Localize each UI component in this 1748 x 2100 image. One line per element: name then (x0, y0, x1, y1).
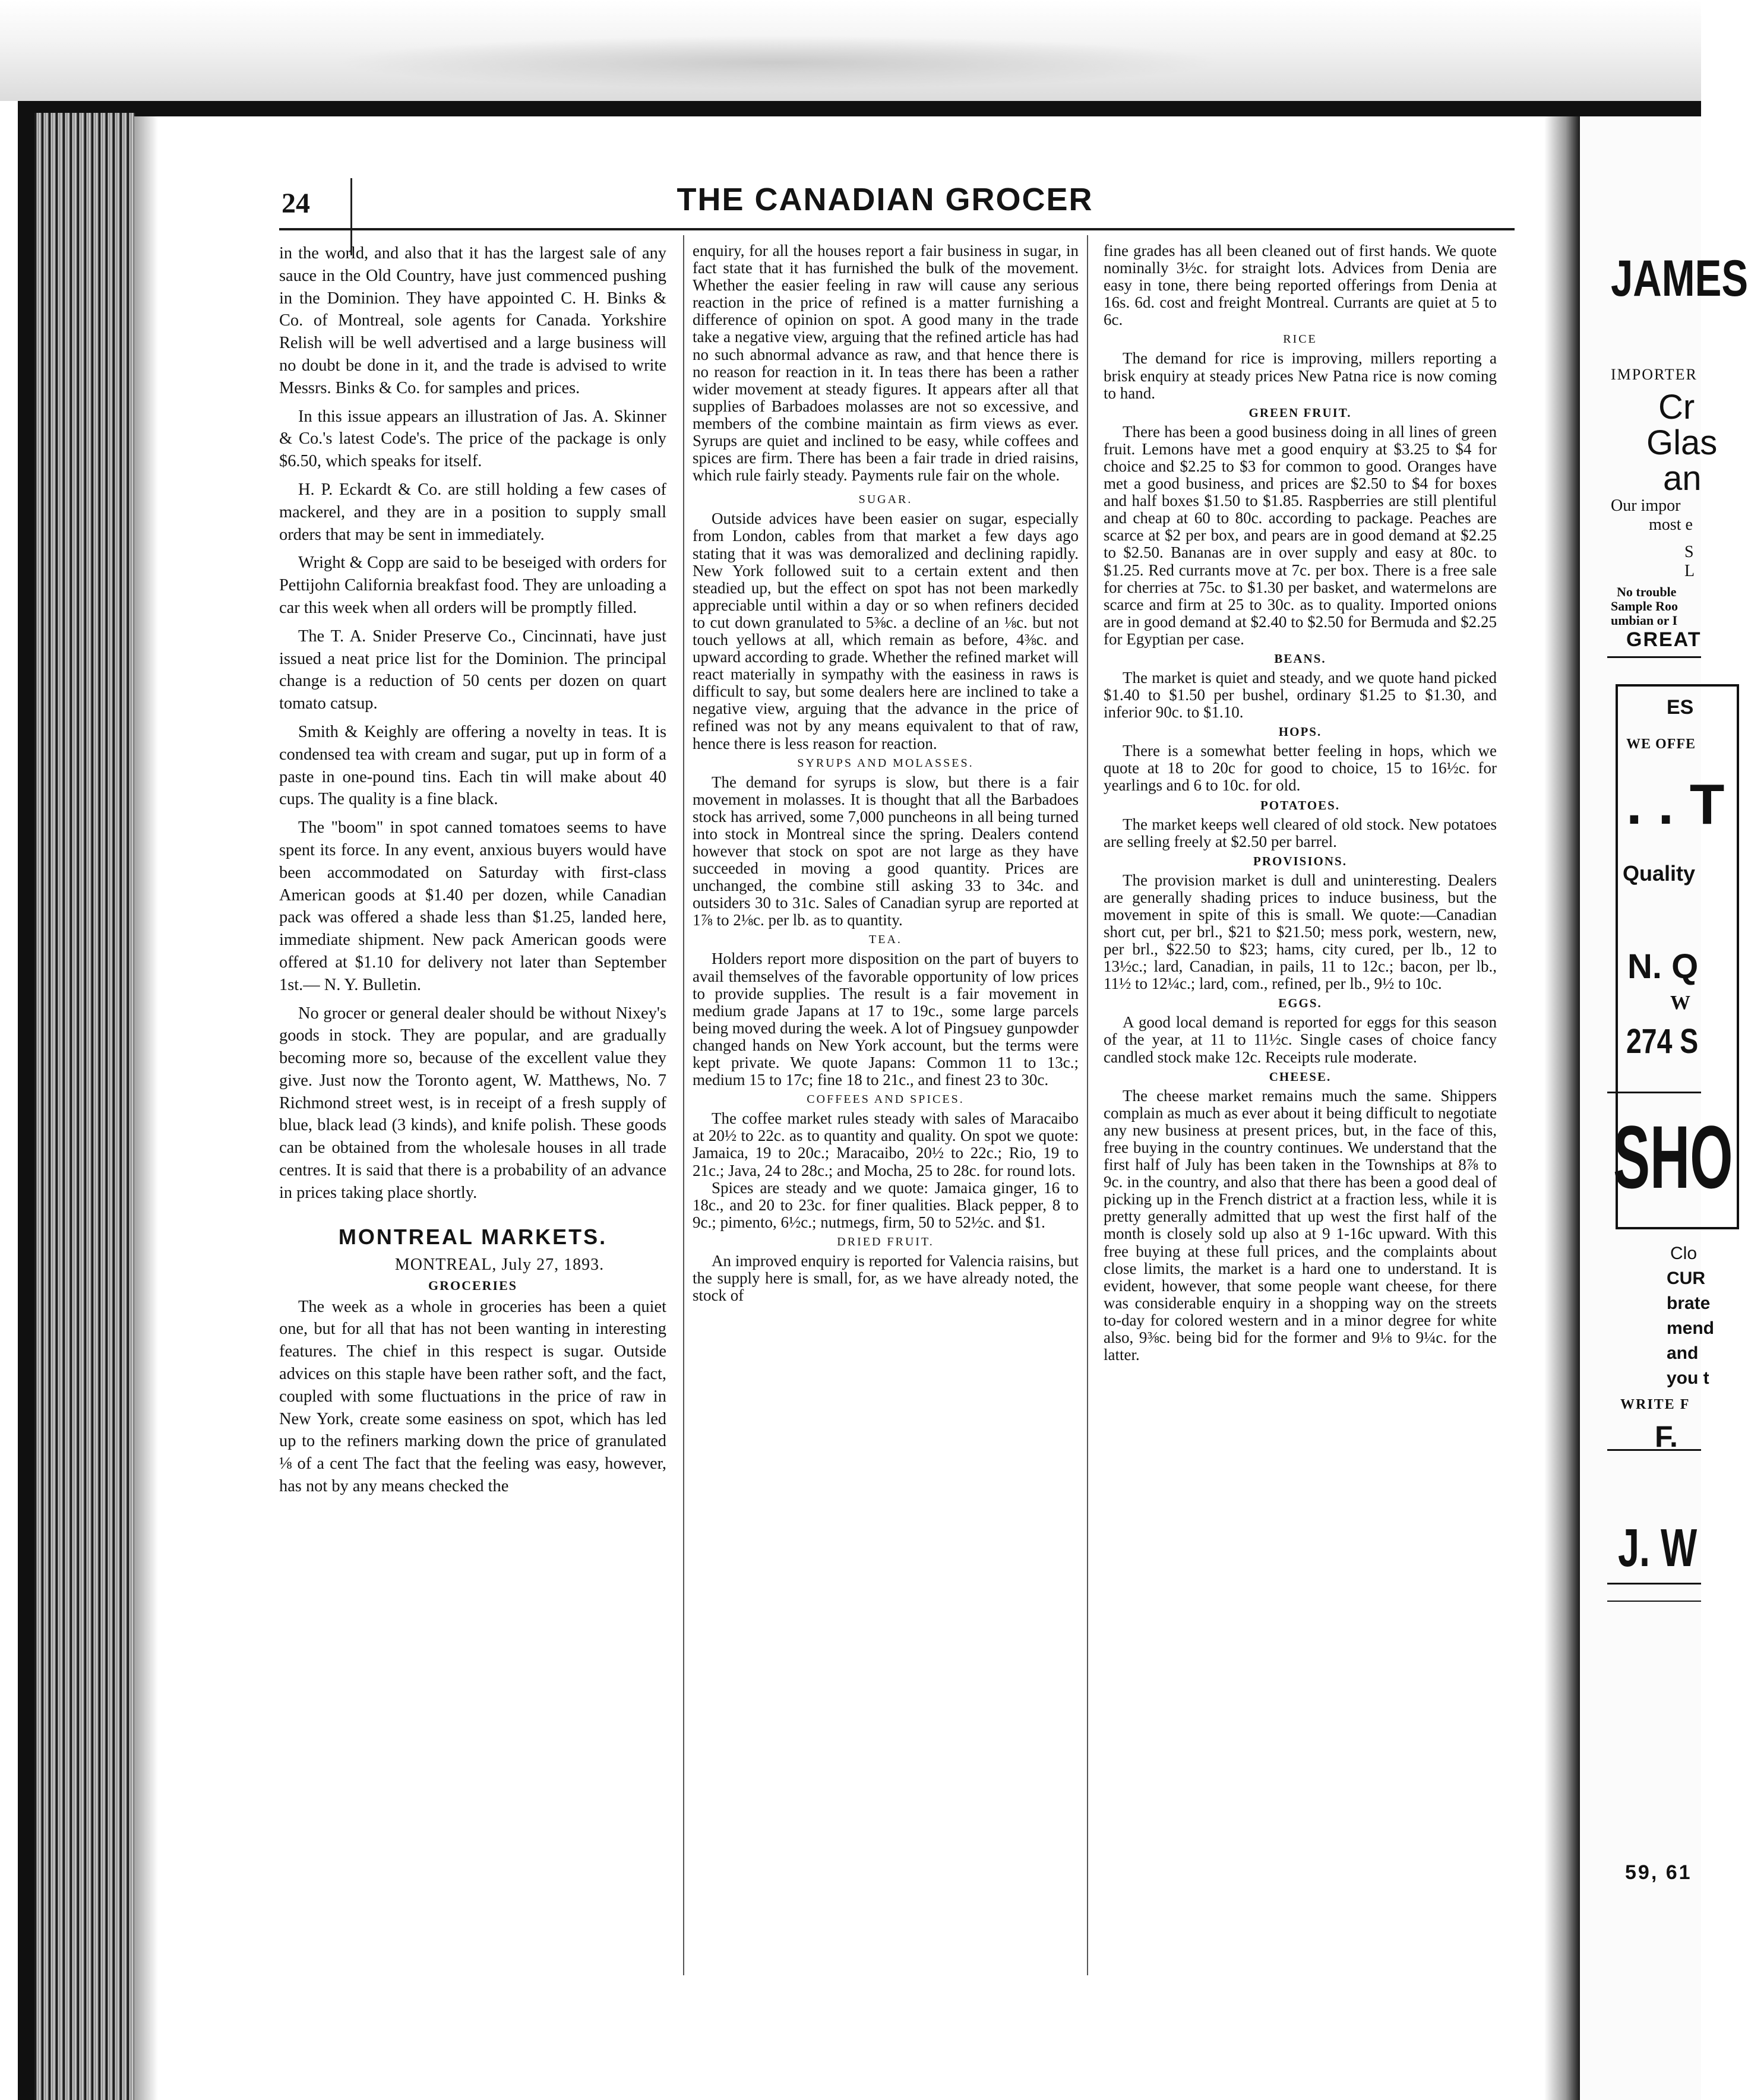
paragraph: An improved enquiry is reported for Valencia raisins, but the supply here is small, for, as we have already noted, the stock of (693, 1251, 1079, 1305)
next-page-fragment: N. Q (1627, 947, 1699, 986)
page-edges (34, 113, 135, 2100)
paragraph: The coffee market rules steady with sales of Maracaibo at 20½ to 22c. as to quantity and quality. On spot we quote: Jamaica, 19 to 20c.; Maracaibo, 20½ to 22c.; Rio, 19 to 21c.; Java, 24 to 28c.; and Mocha, 25 to 28c. for round lots. (693, 1109, 1079, 1179)
paragraph: The provision market is dull and uninteresting. Dealers are generally shading prices to induce business, but the movement in spite of this is small. We quote:—Canadian short cut, per brl., $21 to $21.50; mess pork, western, new, per brl., $22.50 to $23; hams, city cured, per lb., 12 to 13½c.; lard, Canadian, in pails, 11 to 12c.; bacon, per lb., 11½ to 12¼c.; lard, com., refined, per lb., 9½ to 10c. (1104, 871, 1497, 993)
next-page-fragment: CUR (1667, 1269, 1705, 1288)
paragraph: Spices are steady and we quote: Jamaica ginger, 16 to 18c., and 20 to 23c. for finer qualities. Black pepper, 8 to 9c.; pimento, 6½c.; nutmegs, firm, 50 to 52½c. and $1. (693, 1178, 1079, 1231)
next-page-fragment: Sample Roo (1611, 599, 1679, 613)
next-page-fragment: J. W (1618, 1519, 1698, 1578)
next-page-fragment: WRITE F (1620, 1397, 1690, 1412)
column-rule (1087, 235, 1088, 1975)
section-heading: PROVISIONS. (1253, 853, 1347, 868)
paragraph: The demand for syrups is slow, but there is a fair movement in molasses. It is thought that all the Barbadoes stock has arrived, some 7,000 puncheons in all being turned into stock in Montreal since the spring. Dealers contend however that stock on spot are not large as they have succeeded in moving a good quantity. Prices are unchanged, the combine still asking 33 to 34c. and outsiders 30 to 31c. Sales of Canadian syrup are reported at 1⅞ to 2⅛c. per lb. as to quantity. (693, 773, 1079, 929)
paragraph: There has been a good business doing in all lines of green fruit. Lemons have met a good enquiry at $3.25 to $4 for choice and $2.25 to $3 for common to good. Oranges have met a good business, and prices are $2.50 to $4 for boxes and half boxes $1.50 to $1.85. Raspberries are still plentiful and cheap at 60 to 80c. according to package. Peaches are scarce at $2 per box, and pears are in good demand at $2.25 to $2.50. Bananas are in over supply and easy at 80c. to $1.25. Red currants move at 7c. per box. There is a free sale for cherries at 75c. to $1.30 per basket, and watermelons are scarce and firm at 25 to 30c. as to quality. Imported onions are in good demand at $2.40 to $2.50 for Bermuda and $2.25 for Egyptian per case. (1104, 422, 1497, 648)
section-heading: SYRUPS AND MOLASSES. (797, 756, 974, 770)
column-rule (683, 235, 684, 1975)
running-head: THE CANADIAN GROCER (677, 182, 1093, 217)
section-heading: SUGAR. (858, 493, 913, 507)
paragraph: The T. A. Snider Preserve Co., Cincinnati, have just issued a neat price list for the Dominion. The principal change is a reduction of 50 cents per dozen on quart tomato catsup. (279, 627, 666, 713)
next-page-fragment: ES (1667, 696, 1694, 719)
next-page-fragment: mend (1667, 1318, 1715, 1338)
page-shadow (134, 116, 158, 2100)
next-page-fragment: IMPORTER (1611, 366, 1698, 383)
column-3 (1104, 242, 1497, 1988)
next-page-rule (1607, 656, 1701, 658)
next-page-fragment: 59, 61 (1625, 1861, 1692, 1884)
next-page-fragment: Our impor (1611, 496, 1681, 515)
header-rule (279, 228, 1515, 230)
next-page-rule (1607, 1601, 1701, 1602)
paragraph: Outside advices have been easier on sugar, especially from London, cables from that market a few days ago stating that it was was demoralized and declining rapidly. New York followed suit to a certain extent and then steadied up, but the effect on spot has not been markedly appreciable until within a day or so when refiners decided to cut down granulated to 5⅜c. a decline of an ⅛c. but not touch yellows at all, which remain as before, 4⅜c. and upward according to grade. Whether the refined market will react materially in sympathy with the easiness in raws is difficult to say, but some dealers here are inclined to take a negative view, arguing that the advance in the price of refined was not by any means equivalent to that of raw, hence there is less reason for reaction. (693, 510, 1079, 752)
next-page-fragment: No trouble (1617, 584, 1677, 599)
paragraph: Smith & Keighly are offering a novelty in teas. It is condensed tea with cream and sugar, put up in form of a paste in one-pound tins. Each tin will make about 40 cups. The quality is a fine black. (279, 722, 666, 809)
paragraph: Wright & Copp are said to be beseiged with orders for Pettijohn California breakfast food. They are unloading a car this week when all orders will be promptly filled. (279, 554, 666, 617)
next-page-fragment: Cr (1658, 388, 1695, 426)
section-heading: CHEESE. (1269, 1069, 1332, 1084)
paragraph: The market keeps well cleared of old stock. New potatoes are selling freely at $2.50 per barrel. (1104, 815, 1497, 850)
column-2 (693, 242, 1079, 1988)
paragraph: The "boom" in spot canned tomatoes seems to have spent its force. In any event, anxious buyers would have been accommodated on Saturday with first-class American goods at $1.40 per dozen, while Canadian pack was offered a shade less than $1.25, landed here, immediate shipment. New pack American goods were offered at $1.10 for delivery not later than September 1st.— N. Y. Bulletin. (279, 818, 666, 994)
section-heading: POTATOES. (1260, 798, 1341, 812)
next-page-rule (1607, 1092, 1701, 1093)
page-number: 24 (282, 188, 310, 219)
next-page-fragment: you t (1667, 1368, 1709, 1388)
paragraph: The demand for rice is improving, millers reporting a brisk enquiry at steady prices New Patna rice is now coming to hand. (1104, 349, 1497, 402)
next-page-fragment: umbian or I (1611, 613, 1678, 628)
paragraph: fine grades has all been cleaned out of first hands. We quote nominally 3½c. for straight lots. Advices from Denia are easy in tone, there being reported offerings from Denia at 16s. 6d. cost and freight Montreal. Currants are quiet at 5 to 6c. (1104, 242, 1497, 329)
paragraph: Holders report more disposition on the part of buyers to avail themselves of the favorable opportunity of low prices to provide supplies. The result is a fair movement in medium grade Japans at 17 to 19c., some large parcels being moved during the week. A lot of Pingsuey gunpowder changed hands on New York account, but the terms were kept private. We quote Japans: Common 11 to 13c.; medium 15 to 17c; fine 18 to 21c., and finest 23 to 30c. (693, 950, 1079, 1089)
next-page-fragment: most e (1649, 515, 1693, 534)
next-page-fragment: GREAT (1626, 628, 1702, 651)
next-page-fragment: an (1663, 459, 1702, 498)
section-heading: EGGS. (1278, 996, 1322, 1011)
next-page-rule (1607, 1583, 1701, 1585)
next-page-fragment: F. (1655, 1420, 1678, 1453)
paragraph: In this issue appears an illustration of Jas. A. Skinner & Co.'s latest Code's. The price of the package is only $6.50, which speaks for itself. (279, 407, 666, 471)
section-heading: TEA. (869, 933, 902, 947)
scan-smudge (333, 36, 1224, 89)
next-page-fragment: Quality (1623, 861, 1696, 885)
paragraph: in the world, and also that it has the largest sale of any sauce in the Old Country, have just commenced pushing in the Dominion. They have appointed C. H. Binks & Co. of Montreal, sole agents for Canada. Yorkshire Relish will be well advertised and a large business will no doubt be done in it, and the trade is advised to write Messrs. Binks & Co. for samples and prices. (279, 244, 666, 397)
paragraph: A good local demand is reported for eggs for this season of the year, at 11 to 11½c. Single cases of choice fancy candled stock make 12c. Receipts rule moderate. (1104, 1013, 1497, 1066)
column-1 (279, 242, 666, 1988)
section-heading: BEANS. (1274, 651, 1326, 666)
next-page-fragment: brate (1667, 1293, 1711, 1313)
section-heading: HOPS. (1278, 725, 1322, 739)
section-heading: DRIED FRUIT. (837, 1235, 934, 1248)
next-page-fragment: SHO (1613, 1107, 1733, 1207)
next-page-fragment: L (1684, 562, 1695, 580)
dateline: MONTREAL, July 27, 1893. (394, 1255, 605, 1274)
next-page-fragment: JAMES (1611, 250, 1748, 307)
next-page-fragment: WE OFFE (1626, 736, 1696, 752)
next-page-rule (1607, 1449, 1701, 1451)
section-heading: GROCERIES (428, 1277, 518, 1293)
section-title: MONTREAL MARKETS. (338, 1224, 608, 1249)
next-page-fragment: and (1667, 1343, 1699, 1363)
section-heading: RICE (1283, 333, 1317, 346)
section-heading: COFFEES AND SPICES. (807, 1093, 965, 1106)
paragraph: The cheese market remains much the same. Shippers complain as much as ever about it being difficult to negotiate any new business at present prices, but, in the face of this, free buying in the country continues. We understand that the first half of July has been taken in the Townships at 8⅞ to 9c. in the country, and also that there has been a good deal of picking up in the French district at a fraction less, while it is pretty generally admitted that up west the first half of the month is closely sold up also at 9 1-16c upward. With this free buying at these full prices, and the complaints about close limits, the market is a hard one to understand. It is evident, however, that some people want cheese, for there was considerable enquiry in a shopping way on the streets to-day for colored western and in a minor degree for white also, 9⅜c. being bid for the former and 9⅛ to 9¼c. for the latter. (1104, 1086, 1497, 1364)
paragraph: No grocer or general dealer should be without Nixey's goods in stock. They are popular, and are gradually becoming more so, because of the excellent value they give. Just now the Toronto agent, W. Matthews, No. 7 Richmond street west, is in receipt of a fresh supply of blue, black lead (3 kinds), and knife polish. These goods can be obtained from the wholesale houses in all trade centres. It is said that there is a probability of an advance in prices taking place shortly. (279, 1004, 666, 1202)
paragraph: There is a somewhat better feeling in hops, which we quote at 18 to 20c for good to choice, 15 to 16½c. for yearlings and 6 to 10c. for old. (1104, 742, 1497, 795)
paragraph: enquiry, for all the houses report a fair business in sugar, in fact state that it has furnished the bulk of the movement. Whether the easier feeling in raw will cause any serious reaction in the price of refined is a matter furnishing a difference of opinion on spot. A good many in the trade take a negative view, arguing that the refined article has had no such abnormal advance as raw, and that hence there is no reason for reaction in it. In teas there has been a rather wider movement at steady figures. It appears after all that supplies of Barbadoes molasses are not so excessive, and members of the combine maintain as firm views as ever. Syrups are quiet and inclined to be easy, while coffees and spices are firm. There has been a fair trade in dried raisins, which rule fairly steady. Payments rule fair on the whole. (693, 242, 1079, 485)
next-page-fragment: W (1670, 992, 1690, 1014)
next-page-fragment: S (1684, 543, 1694, 561)
paragraph: H. P. Eckardt & Co. are still holding a few cases of mackerel, and they are in a position to supply small orders that may be sent in immediately. (279, 480, 666, 544)
paragraph: The market is quiet and steady, and we quote hand picked $1.40 to $1.50 per bushel, ordinary $1.25 to $1.30, and inferior 90c. to $1.10. (1104, 668, 1497, 722)
book-gutter (1544, 116, 1580, 2100)
next-page-fragment: Clo (1670, 1244, 1698, 1263)
paragraph: The week as a whole in groceries has been a quiet one, but for all that has not been wanting in interesting features. The chief in this respect is sugar. Outside advices on this staple have been rather soft, and the fact, coupled with some fluctuations in the price of raw in New York, create some easiness on spot, which has led up to the refiners marking down the price of granulated ⅛ of a cent The fact that the feeling was easy, however, has not by any means checked the (279, 1297, 666, 1496)
next-page-fragment: 274 S (1626, 1022, 1699, 1061)
section-heading: GREEN FRUIT. (1248, 405, 1352, 420)
next-page-fragment: . . T (1626, 773, 1725, 836)
next-page-fragment: Glas (1646, 423, 1718, 462)
